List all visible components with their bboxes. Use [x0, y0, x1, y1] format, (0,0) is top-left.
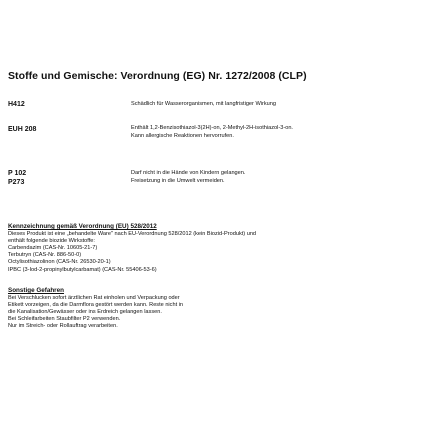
precaution-text-p102	[131, 170, 245, 178]
labeling-line: Dieses Produkt ist eine „behandelte Ware" nach EU-Verordnung 528/2012 (kein Biozid-Produkt) und	[8, 230, 257, 237]
labeling-line: enthält folgende biozide Wirkstoffe:	[8, 237, 95, 244]
other-hazards-line: Nur im Streich- oder Rollauftrag verarbeiten.	[8, 323, 118, 330]
labeling-line: IPBC (3-Iod-2-propinylbutylcarbamat) (CAS-Nr. 55406-53-6)	[8, 266, 157, 273]
other-hazards-line: die Kanalisation/Gewässer oder ins Erdreich gelangen lassen.	[8, 309, 162, 315]
labeling-line: Octylisothiazolinon (CAS-Nr. 26530-20-1)	[8, 259, 111, 266]
hazard-text-h412	[131, 101, 276, 109]
precaution-text-p273	[131, 178, 225, 186]
precaution-text-line: Freisetzung in die Umwelt vermeiden.	[131, 178, 225, 184]
labeling-line: Carbendazim (CAS-Nr. 10605-21-7)	[8, 245, 98, 251]
precaution-text-line: Darf nicht in die Hände von Kindern gelangen.	[131, 170, 246, 176]
other-hazards-line: Bei Verschlucken sofort ärztlichen Rat einholen und Verpackung oder	[8, 294, 180, 301]
hazard-text-line: Schädlich für Wasserorganismen, mit langfristiger Wirkung	[131, 101, 276, 107]
labeling-heading: Kennzeichnung gemäß Verordnung (EU) 528/2012	[8, 223, 157, 230]
other-hazards-section	[8, 287, 448, 331]
hazard-code-euh208: EUH 208	[8, 126, 37, 133]
precaution-code-p102: P 102	[8, 170, 27, 177]
hazard-text-line: Kann allergische Reaktionen hervorrufen.	[131, 132, 234, 139]
hazard-text-euh208	[131, 125, 293, 140]
other-hazards-line: Etikett vorzeigen, da die Darmflora gestört werden kann. Reste nicht in	[8, 301, 184, 308]
precaution-code-p273: P273	[8, 179, 25, 186]
hazard-code-h412: H412	[8, 101, 25, 108]
other-hazards-line: Bei Schleifarbeiten Staubfilter P2 verwenden.	[8, 316, 121, 323]
labeling-line: Terbutryn (CAS-Nr. 886-50-0)	[8, 252, 82, 259]
hazard-text-line: Enthält 1,2-Benzisothiazol-3(2H)-on, 2-Methyl-2H-isothiazol-3-on.	[131, 125, 293, 131]
other-hazards-heading: Sonstige Gefahren	[8, 287, 64, 294]
section-title: Stoffe und Gemische: Verordnung (EG) Nr. 1272/2008 (CLP)	[8, 70, 307, 82]
labeling-section	[8, 223, 448, 274]
